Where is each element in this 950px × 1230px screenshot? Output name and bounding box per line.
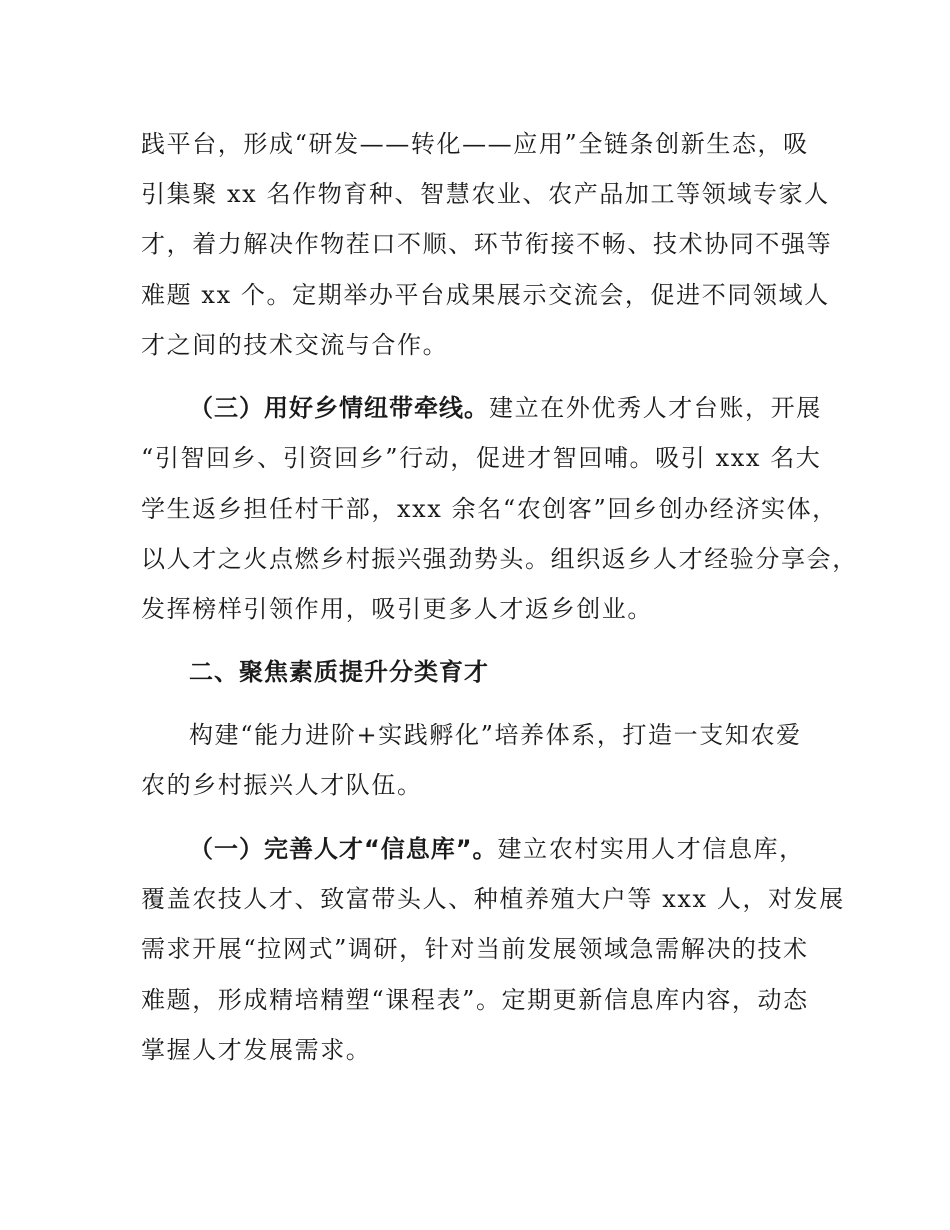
paragraph-text: 建立在外优秀人才台账，开展 xyxy=(489,394,822,422)
paragraph-line: 难题，形成精培精塑“课程表”。定期更新信息库内容，动态 xyxy=(141,986,809,1014)
paragraph-line: 需求开展“拉网式”调研，针对当前发展领域急需解决的技术 xyxy=(141,935,809,963)
subsection-heading: （一）完善人才“信息库”。 xyxy=(189,835,498,863)
paragraph-line: 践平台，形成“研发——转化——应用”全链条创新生态，吸 xyxy=(141,130,809,158)
paragraph-line: 发挥榜样引领作用，吸引更多人才返乡创业。 xyxy=(141,595,653,623)
subsection-first-line xyxy=(189,833,805,865)
paragraph-text: 建立农村实用人才信息库， xyxy=(497,835,805,863)
paragraph-line: 引集聚 xx 名作物育种、智慧农业、农产品加工等领域专家人 xyxy=(141,180,830,208)
paragraph-line: 农的乡村振兴人才队伍。 xyxy=(141,771,423,799)
paragraph-line: 构建“能力进阶+实践孵化”培养体系，打造一支知农爱 xyxy=(189,721,802,749)
paragraph-line: 才之间的技术交流与合作。 xyxy=(141,331,449,359)
section-heading: 二、聚焦素质提升分类育才 xyxy=(189,658,489,686)
paragraph-line: “引智回乡、引资回乡”行动，促进才智回哺。吸引 xxx 名大 xyxy=(141,444,822,472)
paragraph-line: 覆盖农技人才、致富带头人、种植养殖大户等 xxx 人，对发展 xyxy=(141,885,845,913)
subsection-first-line xyxy=(189,392,822,424)
paragraph-line: 难题 xx 个。定期举办平台成果展示交流会，促进不同领域人 xyxy=(141,281,830,309)
paragraph-line: 掌握人才发展需求。 xyxy=(141,1036,372,1064)
paragraph-line: 才，着力解决作物茬口不顺、环节衔接不畅、技术协同不强等 xyxy=(141,230,833,258)
paragraph-line: 以人才之火点燃乡村振兴强劲势头。组织返乡人才经验分享会， xyxy=(141,545,858,573)
paragraph-line: 学生返乡担任村干部，xxx 余名“农创客”回乡创办经济实体， xyxy=(141,495,838,523)
subsection-heading: （三）用好乡情纽带牵线。 xyxy=(189,394,489,422)
